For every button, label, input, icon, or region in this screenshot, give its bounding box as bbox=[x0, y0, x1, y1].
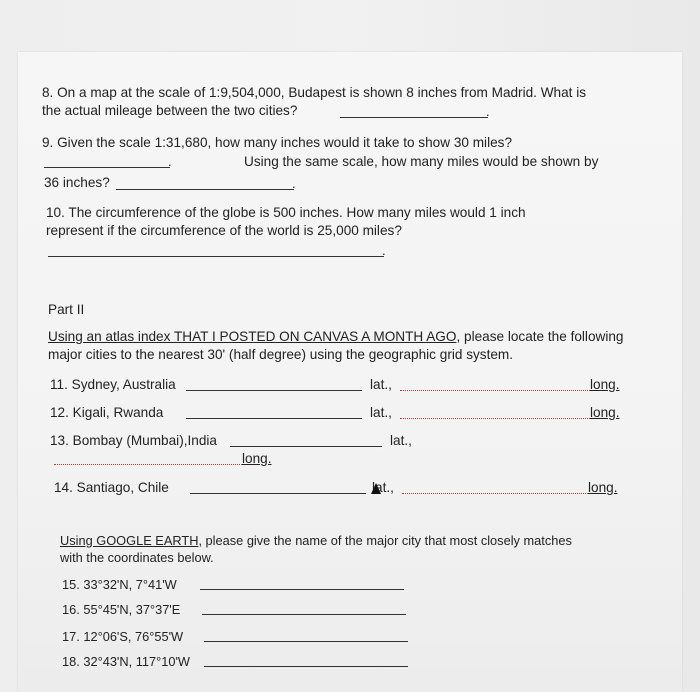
q8-line2: the actual mileage between the two cities? bbox=[42, 103, 298, 118]
q13-label: 13. Bombay (Mumbai),India bbox=[50, 433, 217, 448]
mouse-cursor-icon bbox=[371, 483, 381, 494]
q18-label: 18. 32°43'N, 117°10'W bbox=[62, 654, 190, 669]
q12-long-blank[interactable] bbox=[400, 418, 590, 419]
q11-long-blank[interactable] bbox=[400, 390, 590, 391]
part3-intro-underlined: Using GOOGLE EARTH bbox=[60, 533, 199, 548]
q16-answer-blank[interactable] bbox=[202, 614, 406, 615]
q9-line1: 9. Given the scale 1:31,680, how many inches would it take to show 30 miles? bbox=[42, 135, 512, 150]
q11-label: 11. Sydney, Australia bbox=[50, 377, 176, 392]
q11-long-label: long. bbox=[590, 377, 620, 392]
q9a-period: . bbox=[168, 154, 172, 169]
q11-lat-label: lat., bbox=[370, 377, 392, 392]
q14-long-blank[interactable] bbox=[402, 493, 588, 494]
q10-answer-blank[interactable] bbox=[48, 256, 384, 257]
part2-intro-line1 bbox=[48, 328, 623, 345]
q10-line2: represent if the circumference of the world is 25,000 miles? bbox=[46, 223, 402, 238]
q15-answer-blank[interactable] bbox=[200, 589, 404, 590]
q9b-period: . bbox=[292, 176, 296, 191]
q12-long-label: long. bbox=[590, 405, 620, 420]
q8-answer-blank[interactable] bbox=[340, 117, 488, 118]
part3-intro-line1 bbox=[60, 532, 572, 549]
q11-lat-blank[interactable] bbox=[186, 390, 362, 391]
q15-label: 15. 33°32'N, 7°41'W bbox=[62, 577, 177, 592]
q12-lat-label: lat., bbox=[370, 405, 392, 420]
part2-intro-rest: , please locate the following bbox=[456, 329, 624, 344]
q8-line1: 8. On a map at the scale of 1:9,504,000, Budapest is shown 8 inches from Madrid. What is bbox=[42, 85, 587, 100]
q16-label: 16. 55°45'N, 37°37'E bbox=[62, 602, 181, 617]
q9-line3: 36 inches? bbox=[44, 175, 110, 190]
q17-answer-blank[interactable] bbox=[204, 641, 408, 642]
q14-lat-label: lat., bbox=[372, 480, 394, 495]
q9-line2: Using the same scale, how many miles would be shown by bbox=[244, 154, 599, 169]
part2-intro-underlined: Using an atlas index THAT I POSTED ON CANVAS A MONTH AGO bbox=[48, 329, 457, 344]
part2-title: Part II bbox=[48, 302, 85, 317]
part3-intro-rest: , please give the name of the major city that most closely matches bbox=[198, 533, 572, 548]
q13-long-blank[interactable] bbox=[54, 464, 242, 465]
q9a-answer-blank[interactable] bbox=[44, 167, 170, 168]
part3-intro-line2: with the coordinates below. bbox=[60, 550, 214, 565]
q10-period: . bbox=[382, 243, 386, 258]
q14-long-label: long. bbox=[588, 480, 618, 495]
q12-lat-blank[interactable] bbox=[186, 418, 362, 419]
part2-intro-line2: major cities to the nearest 30' (half degree) using the geographic grid system. bbox=[48, 347, 514, 362]
q9b-answer-blank[interactable] bbox=[116, 189, 294, 190]
q8-period: . bbox=[486, 104, 490, 119]
q13-long-label: long. bbox=[242, 451, 272, 466]
q18-answer-blank[interactable] bbox=[204, 666, 408, 667]
q14-lat-blank[interactable] bbox=[190, 493, 366, 494]
q14-label: 14. Santiago, Chile bbox=[54, 480, 169, 495]
q10-line1: 10. The circumference of the globe is 500 inches. How many miles would 1 inch bbox=[46, 205, 526, 220]
q13-lat-blank[interactable] bbox=[230, 446, 382, 447]
q13-lat-label: lat., bbox=[390, 433, 412, 448]
q12-label: 12. Kigali, Rwanda bbox=[50, 405, 164, 420]
q17-label: 17. 12°06'S, 76°55'W bbox=[62, 629, 184, 644]
